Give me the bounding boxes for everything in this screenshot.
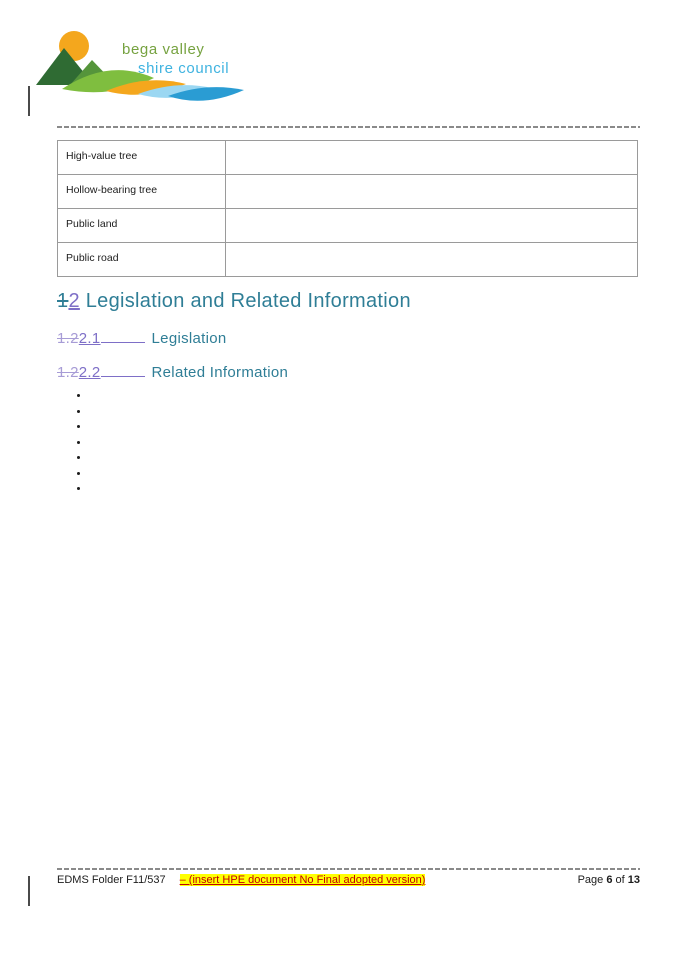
subheading-related-information: 1.22.2 Related Information — [57, 364, 289, 381]
definition-cell — [226, 175, 638, 209]
logo-text-line2: shire council — [138, 60, 230, 77]
related-information-item — [90, 405, 638, 421]
edms-folder-label: EDMS Folder F11/537 — [57, 874, 166, 886]
term-cell: Public land — [58, 209, 226, 243]
definitions-table — [57, 140, 638, 277]
page-header — [34, 28, 645, 108]
related-information-item — [90, 467, 638, 483]
table-row — [58, 175, 638, 209]
page-number: Page 6 of 13 — [577, 874, 640, 886]
footer-separator — [57, 868, 640, 870]
term-cell: High-value tree — [58, 141, 226, 175]
definition-cell — [226, 141, 638, 175]
definition-cell — [226, 243, 638, 277]
council-logo-graphic — [34, 28, 249, 108]
definition-cell — [226, 209, 638, 243]
page-footer — [57, 868, 640, 886]
header-separator — [57, 126, 640, 128]
footer-row — [57, 874, 640, 886]
council-logo — [34, 28, 249, 108]
subheading-legislation: 1.22.1 Legislation — [57, 330, 227, 347]
footer-tracked-insert-note: – (insert HPE document No Final adopted version) — [179, 874, 426, 886]
document-body — [57, 140, 638, 498]
tracked-change-bar-header — [28, 86, 30, 116]
definitions-table-body — [58, 141, 638, 277]
table-row — [58, 141, 638, 175]
logo-text-line1: bega valley — [122, 41, 205, 58]
related-information-item — [90, 482, 638, 498]
term-cell: Public road — [58, 243, 226, 277]
tracked-change-bar-footer — [28, 876, 30, 906]
table-row — [58, 243, 638, 277]
related-information-item — [90, 420, 638, 436]
related-information-item — [90, 436, 638, 452]
related-information-item — [90, 389, 638, 405]
term-cell: Hollow-bearing tree — [58, 175, 226, 209]
table-row — [58, 209, 638, 243]
section-heading-legislation-and-related-information: 12 Legislation and Related Information — [57, 290, 411, 312]
related-information-item — [90, 451, 638, 467]
related-information-list — [57, 389, 638, 498]
